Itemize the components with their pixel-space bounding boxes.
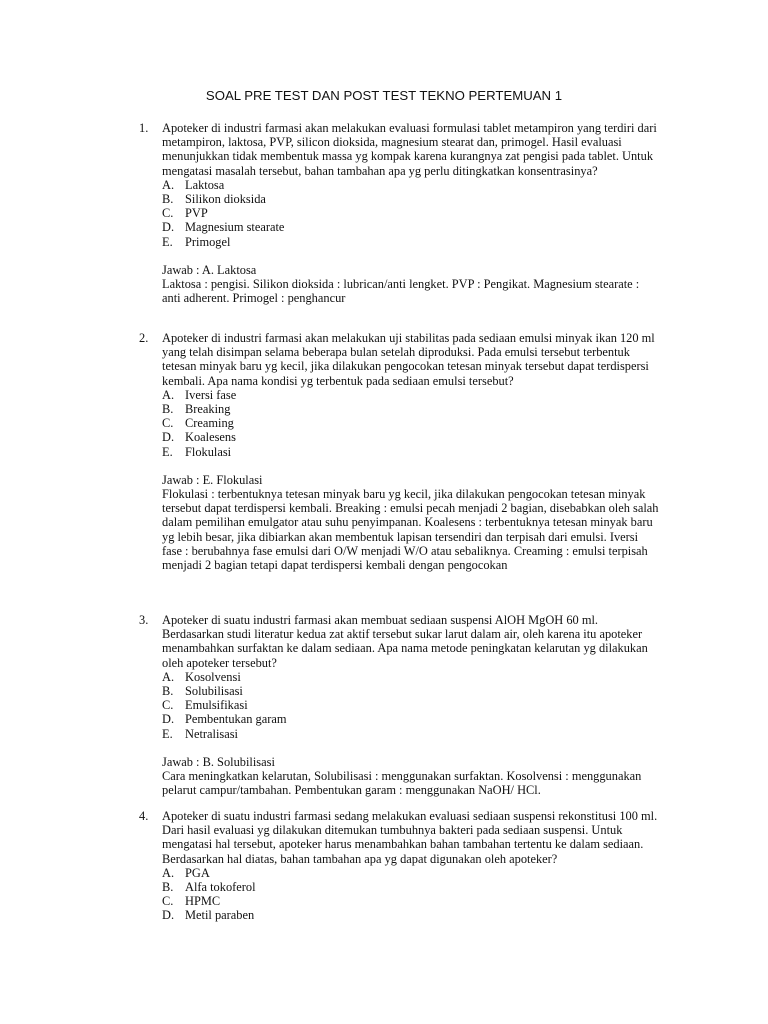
options-list xyxy=(162,866,659,923)
option-text: PGA xyxy=(185,865,210,880)
option-item xyxy=(162,908,659,922)
question-4 xyxy=(139,809,659,923)
question-number: 2. xyxy=(139,331,149,345)
option-item xyxy=(162,698,659,712)
option-item xyxy=(162,388,659,402)
answer-line: Jawab : B. Solubilisasi xyxy=(162,754,275,769)
option-text: Creaming xyxy=(185,416,234,431)
answer-block xyxy=(162,755,659,798)
option-letter: A. xyxy=(162,387,175,402)
option-item xyxy=(162,235,659,249)
option-item xyxy=(162,416,659,430)
option-item xyxy=(162,220,659,234)
answer-explanation: Laktosa : pengisi. Silikon dioksida : lubrican/anti lengket. PVP : Pengikat. Magnesium stearate : anti adherent. Primogel : penghancur xyxy=(162,277,640,306)
option-letter: E. xyxy=(162,444,173,459)
question-number: 3. xyxy=(139,613,149,627)
option-letter: B. xyxy=(162,192,174,207)
option-letter: C. xyxy=(162,894,174,909)
option-letter: A. xyxy=(162,865,175,880)
option-item xyxy=(162,712,659,726)
option-letter: C. xyxy=(162,416,174,431)
option-text: Solubilisasi xyxy=(185,684,243,699)
option-text: Breaking xyxy=(185,402,231,417)
option-letter: C. xyxy=(162,698,174,713)
options-list xyxy=(162,388,659,459)
option-letter: E. xyxy=(162,234,173,249)
option-text: Kosolvensi xyxy=(185,669,241,684)
option-text: Koalesens xyxy=(185,430,236,445)
option-item xyxy=(162,445,659,459)
question-stem: Apoteker di suatu industri farmasi sedang melakukan evaluasi sediaan suspensi rekonstitusi 100 ml. Dari hasil evaluasi yg dilakukan ditemukan tumbuhnya bakteri pada sediaan suspensi. Untuk mengatasi hal tersebut, apoteker harus menambahkan bahan tambahan tertentu ke dalam sediaan. Berdasarkan hal diatas, bahan tambahan apa yg dapat digunakan oleh apoteker? xyxy=(162,809,658,866)
question-stem: Apoteker di industri farmasi akan melakukan uji stabilitas pada sediaan emulsi minyak ikan 120 ml yang telah disimpan selama beberapa bulan setelah diproduksi. Pada emulsi tersebut terbentuk tetesan minyak baru yg kecil, jika dilakukan pengocokan tetesan minyak tersebut dapat terdispersi kembali. Apa nama kondisi yg terbentuk pada sediaan emulsi tersebut? xyxy=(162,331,655,388)
option-item xyxy=(162,192,659,206)
option-item xyxy=(162,178,659,192)
option-item xyxy=(162,880,659,894)
option-text: PVP xyxy=(185,206,208,221)
option-text: Magnesium stearate xyxy=(185,220,285,235)
question-2 xyxy=(139,331,659,572)
option-text: Laktosa xyxy=(185,177,225,192)
option-item xyxy=(162,670,659,684)
answer-line: Jawab : A. Laktosa xyxy=(162,262,257,277)
question-1 xyxy=(139,121,659,305)
option-item xyxy=(162,402,659,416)
option-letter: D. xyxy=(162,220,175,235)
option-letter: B. xyxy=(162,880,174,895)
option-text: Iversi fase xyxy=(185,387,237,402)
option-text: Primogel xyxy=(185,234,231,249)
option-letter: E. xyxy=(162,726,173,741)
option-item xyxy=(162,206,659,220)
option-letter: D. xyxy=(162,712,175,727)
answer-block xyxy=(162,263,659,306)
option-text: Netralisasi xyxy=(185,726,238,741)
question-stem: Apoteker di industri farmasi akan melakukan evaluasi formulasi tablet metampiron yang terdiri dari metampiron, laktosa, PVP, silicon dioksida, magnesium stearat dan, primogel. Hasil evaluasi menunjukkan tidak membentuk massa yg kompak karena kurangnya zat pengisi pada tablet. Untuk mengatasi masalah tersebut, bahan tambahan apa yg perlu ditingkatkan konsentrasinya? xyxy=(162,121,657,178)
option-item xyxy=(162,684,659,698)
option-text: Silikon dioksida xyxy=(185,192,266,207)
option-text: Pembentukan garam xyxy=(185,712,287,727)
option-letter: B. xyxy=(162,402,174,417)
option-letter: B. xyxy=(162,684,174,699)
option-item xyxy=(162,894,659,908)
option-letter: A. xyxy=(162,669,175,684)
options-list xyxy=(162,178,659,249)
options-list xyxy=(162,670,659,741)
answer-line: Jawab : E. Flokulasi xyxy=(162,472,263,487)
question-3 xyxy=(139,613,659,797)
option-item xyxy=(162,866,659,880)
question-stem: Apoteker di suatu industri farmasi akan membuat sediaan suspensi AlOH MgOH 60 ml. Berdasarkan studi literatur kedua zat aktif tersebut sukar larut dalam air, oleh karena itu apoteker menambahkan surfaktan ke dalam sediaan. Apa nama metode peningkatan kelarutan yg dilakukan oleh apoteker tersebut? xyxy=(162,613,648,670)
option-text: HPMC xyxy=(185,894,221,909)
option-text: Emulsifikasi xyxy=(185,698,248,713)
option-text: Alfa tokoferol xyxy=(185,880,256,895)
option-text: Flokulasi xyxy=(185,444,232,459)
page-title: SOAL PRE TEST DAN POST TEST TEKNO PERTEMUAN 1 xyxy=(205,88,563,103)
option-text: Metil paraben xyxy=(185,908,255,923)
option-item xyxy=(162,430,659,444)
option-letter: C. xyxy=(162,206,174,221)
answer-block xyxy=(162,473,659,572)
answer-explanation: Flokulasi : terbentuknya tetesan minyak baru yg kecil, jika dilakukan pengocokan tetesan minyak tersebut dapat terdispersi kembali. Breaking : emulsi pecah menjadi 2 bagian, disebabkan oleh salah dalam pemilihan emulgator atau suhu penyimpanan. Koalesens : terbentuknya tetesan minyak baru yg lebih besar, jika dibiarkan akan membentuk lapisan tersendiri dan terpisah dari emulsi. Iversi fase : berubahnya fase emulsi dari O/W menjadi W/O atau sebaliknya. Creaming : emulsi terpisah menjadi 2 bagian tetapi dapat terdispersi kembali dengan pengocokan xyxy=(162,487,659,573)
question-number: 4. xyxy=(139,809,149,823)
question-number: 1. xyxy=(139,121,149,135)
option-letter: A. xyxy=(162,177,175,192)
option-letter: D. xyxy=(162,430,175,445)
option-letter: D. xyxy=(162,908,175,923)
answer-explanation: Cara meningkatkan kelarutan, Solubilisasi : menggunakan surfaktan. Kosolvensi : menggunakan pelarut campur/tambahan. Pembentukan garam : menggunakan NaOH/ HCl. xyxy=(162,769,642,798)
option-item xyxy=(162,727,659,741)
